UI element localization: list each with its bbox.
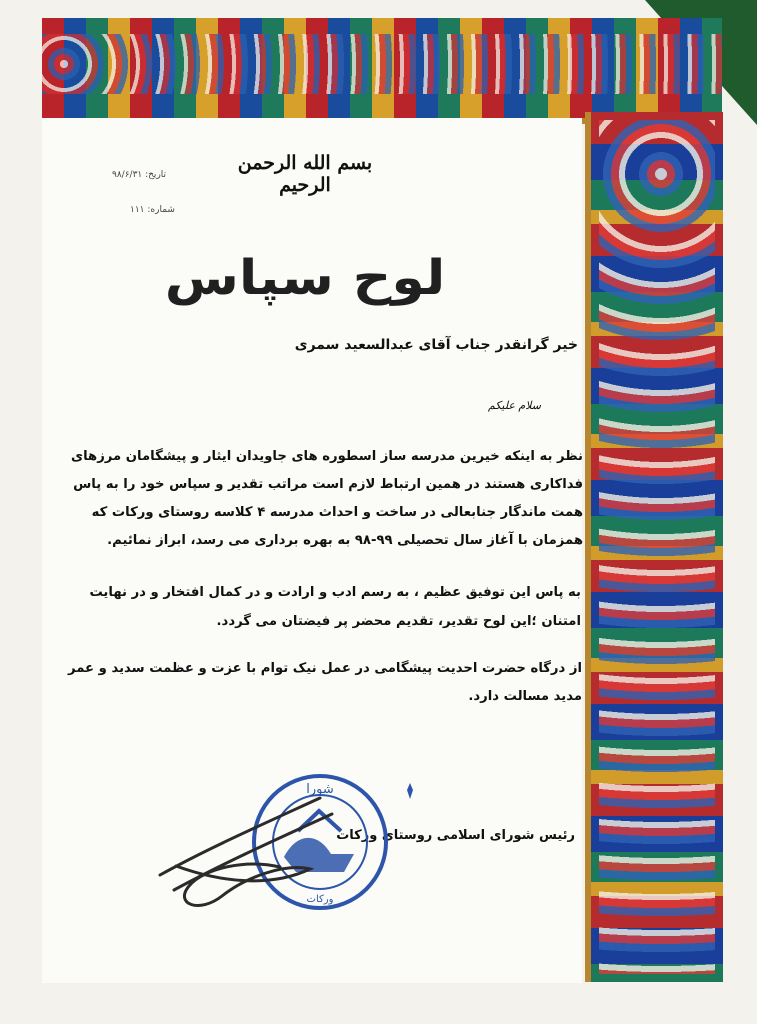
- document-number: شماره: ۱۱۱: [130, 205, 175, 215]
- small-seal-icon: [403, 782, 417, 800]
- basmala-heading: بسم الله الرحمن الرحیم: [237, 152, 373, 196]
- certificate-title: لوح سپاس: [164, 250, 446, 306]
- ornamental-top-border: [42, 18, 722, 124]
- appreciation-paragraph-3: از درگاه حضرت احدیت پیشگامی در عمل نیک توام با عزت و عظمت سدید و عمر مدید مسالت دارد.: [68, 661, 582, 704]
- ornamental-right-border: [585, 112, 723, 982]
- recipient-line: خیر گرانقدر جناب آقای عبدالسعید سمری: [294, 337, 578, 353]
- date-label: تاریخ: ۹۸/۶/۳۱: [112, 170, 167, 180]
- svg-text:ﺷﻮﺭﺍ: ﺷﻮﺭﺍ: [306, 782, 334, 797]
- appreciation-paragraph-2: به پاس این توفیق عظیم ، به رسم ادب و ارادت و در کمال افتخار و در نهایت امتنان ؛این لوح تقدیر، تقدیم محضر پر فیضتان می گردد.: [89, 585, 581, 629]
- svg-text:ﻭﺭﮐﺎﺕ: ﻭﺭﮐﺎﺕ: [306, 894, 334, 905]
- appreciation-paragraph-1: نظر به اینکه خیرین مدرسه ساز اسطوره های جاویدان ایثار و پیشگامان مرزهای فداکاری هستند در همین ارتباط لازم است مراتب تقدیر و سپاس خود را به پاس همت ماندگار جنابعالی در ساخت و احداث مدرسه ۴ کلاسه روستای ورکات که همزمان با آغاز سال تحصیلی ۹۹-۹۸ به بهره برداری می رسد، ابراز نمائیم.: [71, 449, 583, 548]
- greeting-text: سلام علیکم: [488, 399, 542, 412]
- signatory-title: رئیس شورای اسلامی روستای ورکات: [336, 828, 575, 843]
- handwritten-signature: [150, 770, 340, 920]
